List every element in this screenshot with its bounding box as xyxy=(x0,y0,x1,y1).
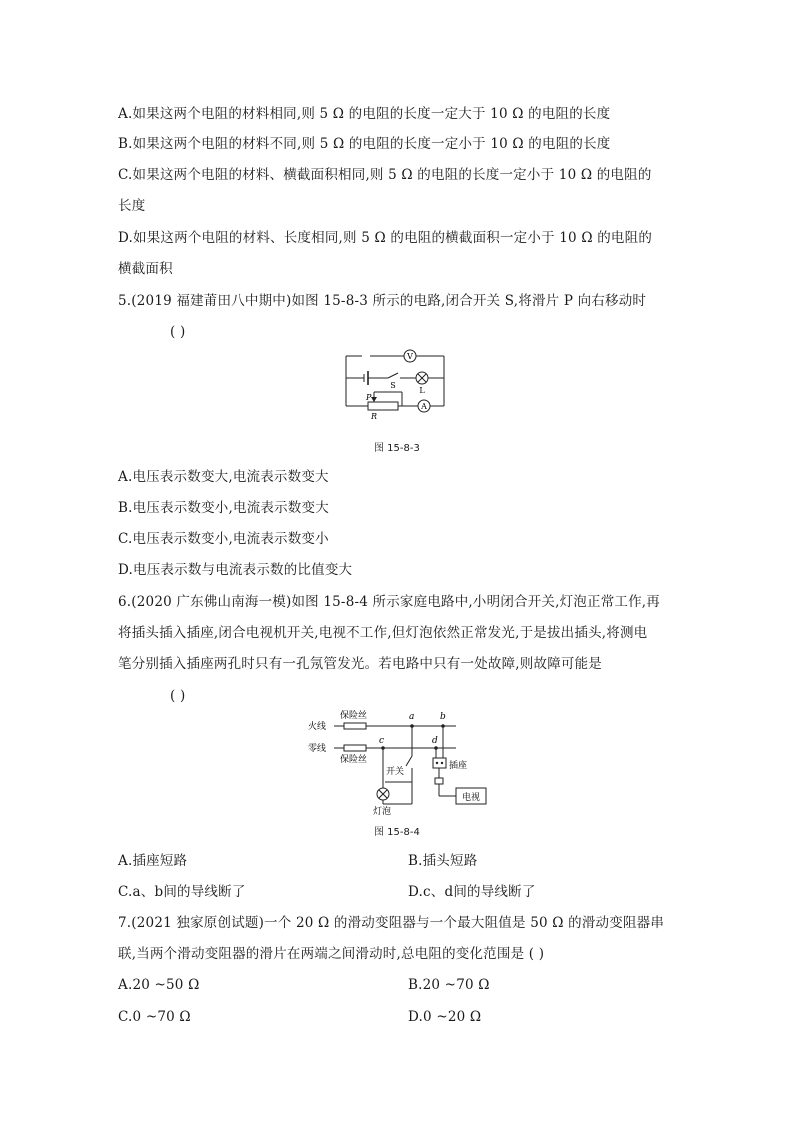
q6-answer-blank: ( ) xyxy=(170,688,186,704)
voltmeter-label: V xyxy=(407,352,413,361)
q7-option-b: B.20 ~70 Ω xyxy=(408,977,490,993)
slider-label: P xyxy=(366,393,372,402)
switch-label: S xyxy=(390,381,396,390)
ammeter-label: A xyxy=(421,402,427,411)
q6-stem-line3: 笔分别插入插座两孔时只有一孔氖管发光。若电路中只有一处故障,则故障可能是 xyxy=(118,656,602,672)
q4-option-d-line2: 横截面积 xyxy=(118,261,173,277)
q5-option-a: A.电压表示数变大,电流表示数变大 xyxy=(118,469,329,485)
household-circuit-diagram-15-8-4 xyxy=(306,706,481,818)
point-a-label: a xyxy=(409,712,415,722)
q4-option-d-line1: D.如果这两个电阻的材料、长度相同,则 5 Ω 的电阻的横截面积一定小于 10 Ω 的电阻的 xyxy=(118,230,653,246)
q6-stem-line1: 6.(2020 广东佛山南海一模)如图 15-8-4 所示家庭电路中,小明闭合开关,灯泡正常工作,再 xyxy=(118,594,660,610)
point-b-label: b xyxy=(440,712,446,722)
q7-option-d: D.0 ~20 Ω xyxy=(408,1009,482,1025)
switch-label: 开关 xyxy=(386,767,405,777)
lamp-label: L xyxy=(419,386,425,395)
figure-caption-15-8-4: 图 15-8-4 xyxy=(374,827,420,838)
point-c-label: c xyxy=(379,736,385,746)
bulb-label: 灯泡 xyxy=(373,807,392,817)
tv-label: 电视 xyxy=(461,793,481,803)
q4-option-c-line2: 长度 xyxy=(118,198,146,214)
q4-option-a: A.如果这两个电阻的材料相同,则 5 Ω 的电阻的长度一定大于 10 Ω 的电阻的长度 xyxy=(118,106,611,122)
q7-option-a: A.20 ~50 Ω xyxy=(118,977,200,993)
q7-stem-line1: 7.(2021 独家原创试题)一个 20 Ω 的滑动变阻器与一个最大阻值是 50 Ω 的滑动变阻器串 xyxy=(118,915,665,931)
q5-option-d: D.电压表示数与电流表示数的比值变大 xyxy=(118,562,353,578)
resistor-label: R xyxy=(371,412,378,421)
neutral-wire-label: 零线 xyxy=(308,744,327,754)
q6-option-b: B.插头短路 xyxy=(408,853,478,869)
q7-option-c: C.0 ~70 Ω xyxy=(118,1009,191,1025)
q5-answer-blank: ( ) xyxy=(170,324,186,340)
q4-option-c-line1: C.如果这两个电阻的材料、横截面积相同,则 5 Ω 的电阻的长度一定小于 10 Ω 的电阻的 xyxy=(118,167,652,183)
fuse-label-live: 保险丝 xyxy=(340,711,368,721)
point-d-label: d xyxy=(432,736,438,746)
q5-option-b: B.电压表示数变小,电流表示数变大 xyxy=(118,500,329,516)
socket-label: 插座 xyxy=(449,761,468,771)
live-wire-label: 火线 xyxy=(308,722,327,732)
fuse-label-neutral: 保险丝 xyxy=(340,755,368,765)
q6-option-d: D.c、d间的导线断了 xyxy=(408,884,536,900)
circuit-diagram-15-8-3 xyxy=(340,348,452,423)
q5-option-c: C.电压表示数变小,电流表示数变小 xyxy=(118,531,329,547)
figure-caption-15-8-3: 图 15-8-3 xyxy=(374,443,420,454)
q7-stem-line2: 联,当两个滑动变阻器的滑片在两端之间滑动时,总电阻的变化范围是 ( ) xyxy=(118,946,545,962)
q6-stem-line2: 将插头插入插座,闭合电视机开关,电视不工作,但灯泡依然正常发光,于是拔出插头,将测电 xyxy=(118,625,648,641)
q4-option-b: B.如果这两个电阻的材料不同,则 5 Ω 的电阻的长度一定小于 10 Ω 的电阻的长度 xyxy=(118,136,611,152)
q5-stem: 5.(2019 福建莆田八中期中)如图 15-8-3 所示的电路,闭合开关 S,将滑片 P 向右移动时 xyxy=(118,293,647,309)
q6-option-c: C.a、b间的导线断了 xyxy=(118,884,246,900)
q6-option-a: A.插座短路 xyxy=(118,853,188,869)
